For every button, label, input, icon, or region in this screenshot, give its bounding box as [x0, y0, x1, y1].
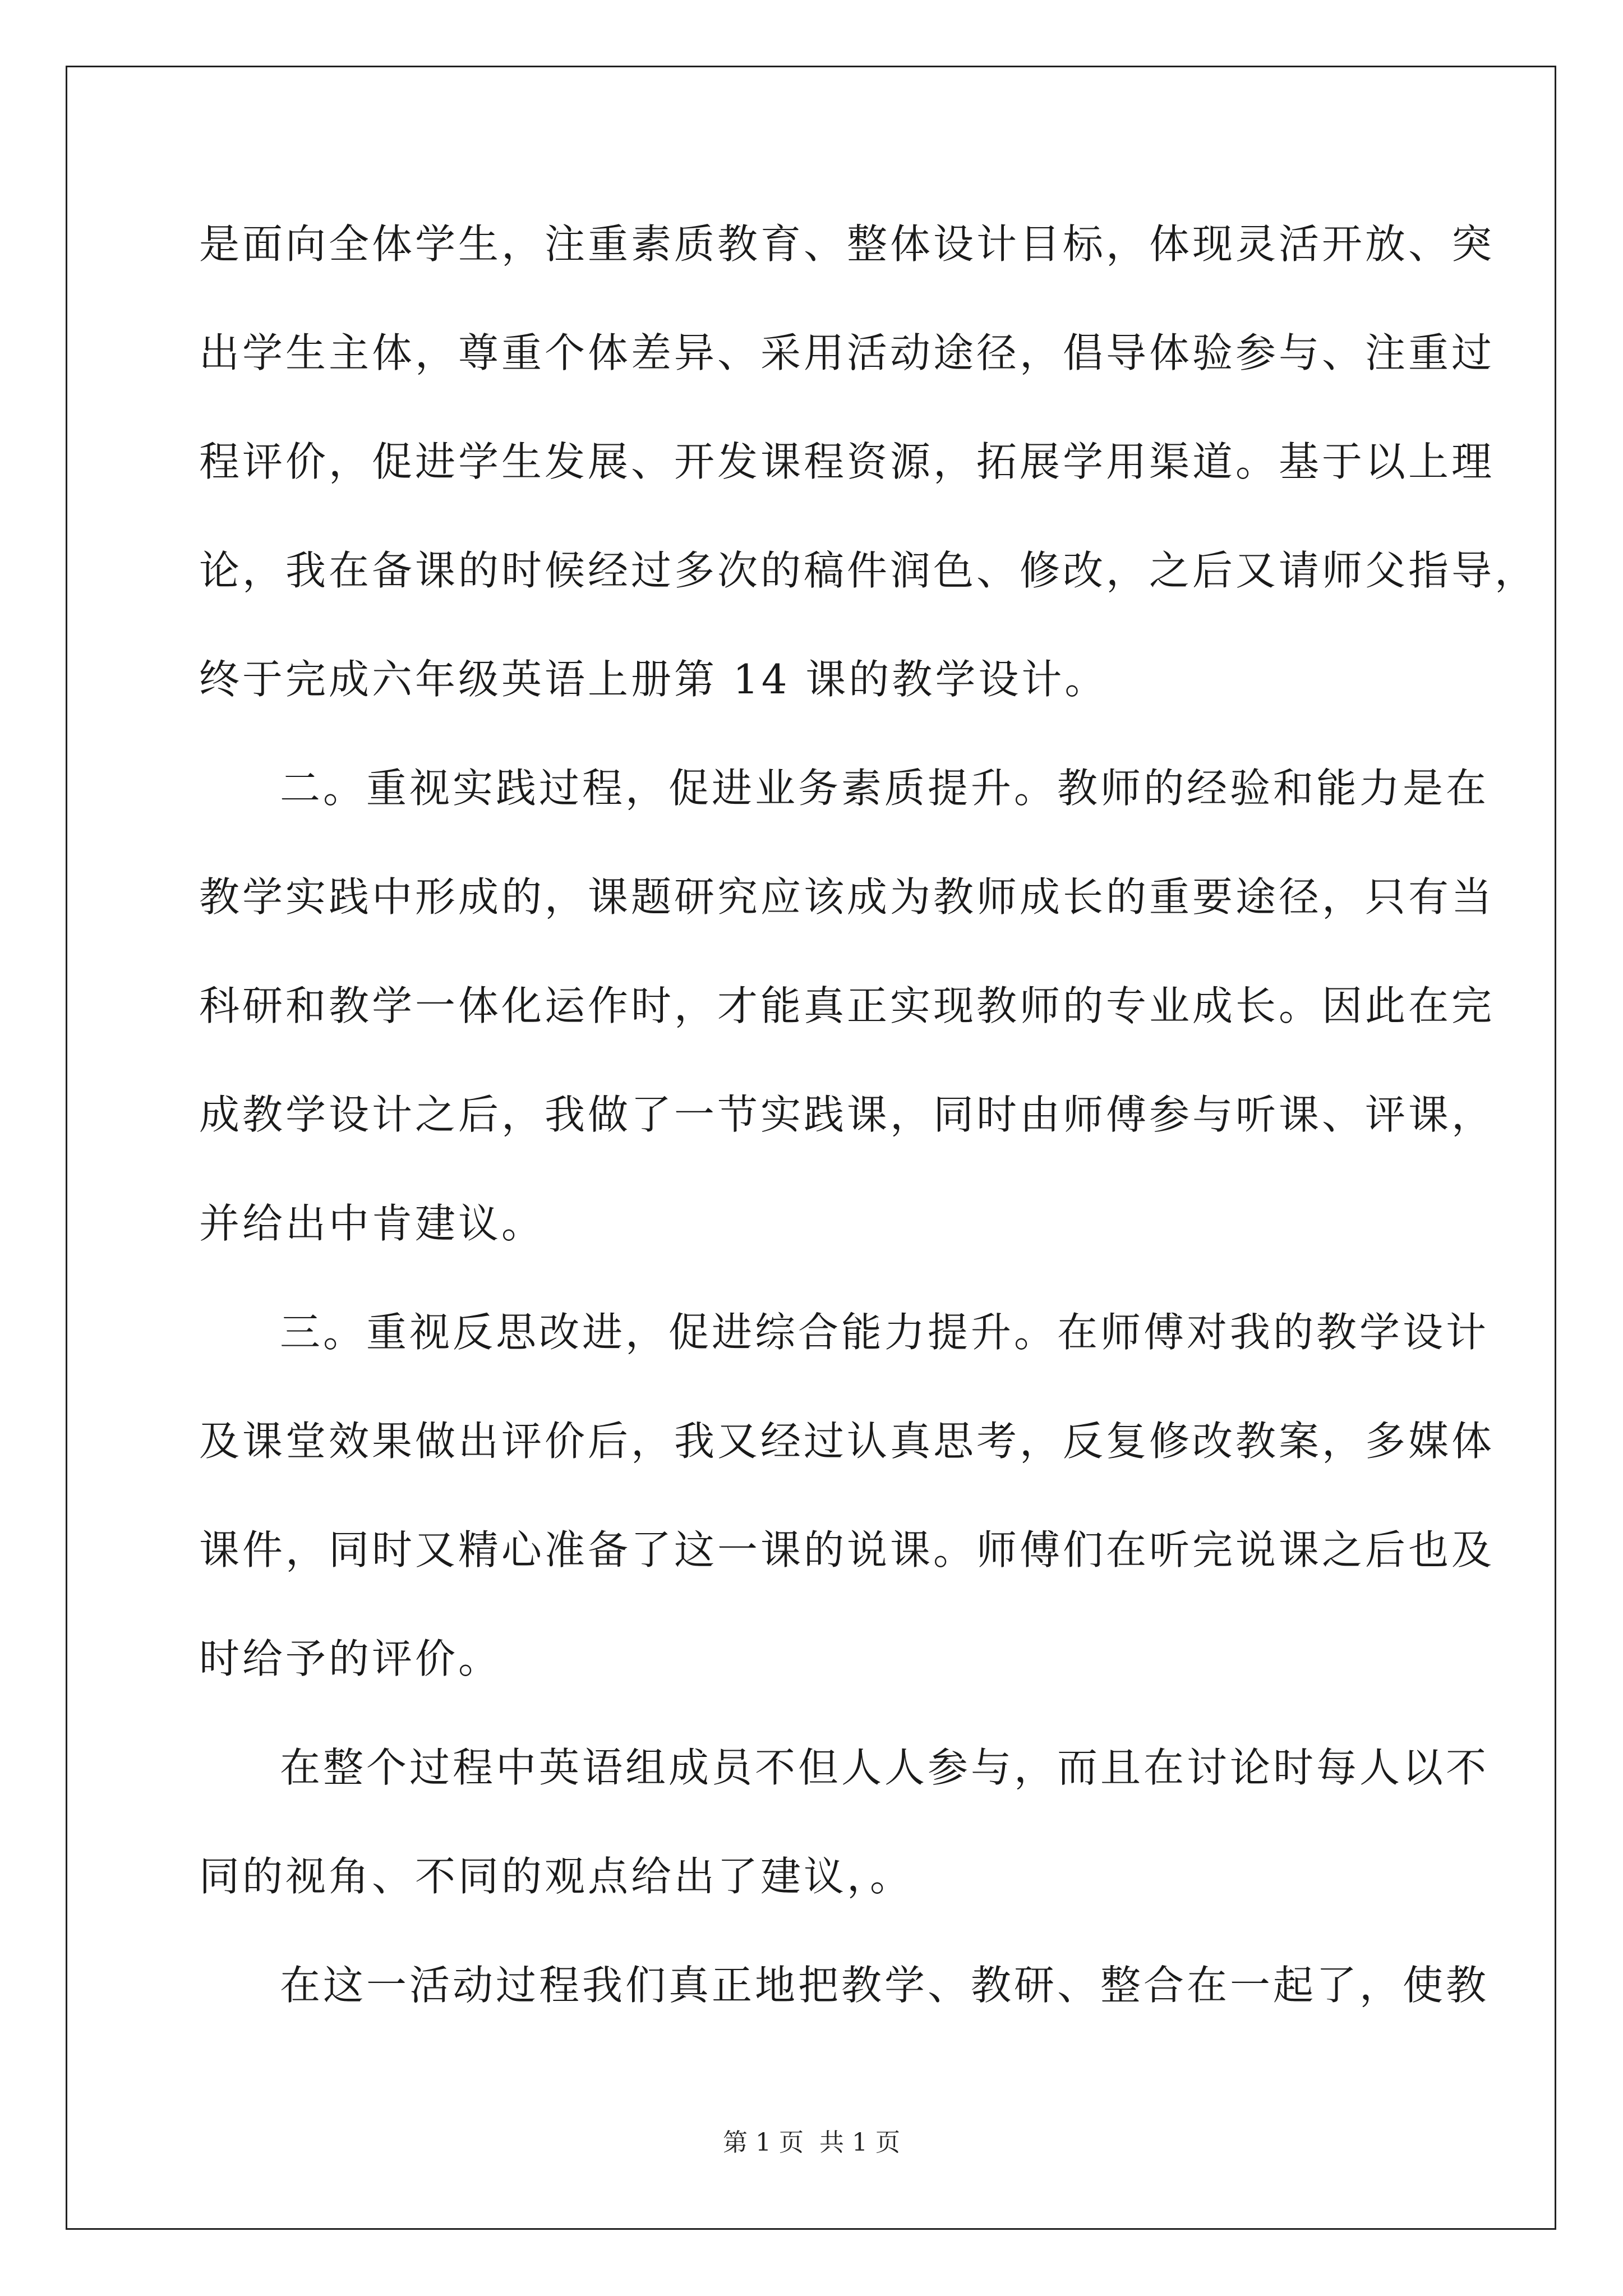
text-line: 科研和教学一体化运作时，才能真正实现教师的专业成长。因此在完 [199, 982, 1495, 1029]
text-line: 是面向全体学生，注重素质教育、整体设计目标，体现灵活开放、突 [199, 220, 1495, 268]
text-line: 成教学设计之后，我做了一节实践课，同时由师傅参与听课、评课， [199, 1091, 1495, 1138]
text-line: 程评价，促进学生发展、开发课程资源，拓展学用渠道。基于以上理 [199, 438, 1495, 485]
text-line: 在这一活动过程我们真正地把教学、教研、整合在一起了，使教 [280, 1962, 1490, 2009]
text-line: 出学生主体，尊重个体差异、采用活动途径，倡导体验参与、注重过 [199, 329, 1495, 376]
text-line: 课件，同时又精心准备了这一课的说课。师傅们在听完说课之后也及 [199, 1526, 1495, 1573]
page-footer [0, 2126, 1623, 2160]
text-line: 教学实践中形成的，课题研究应该成为教师成长的重要途径，只有当 [199, 873, 1495, 921]
text-line: 三。重视反思改进，促进综合能力提升。在师傅对我的教学设计 [280, 1309, 1490, 1356]
text-line: 同的视角、不同的观点给出了建议，。 [199, 1853, 914, 1900]
text-line: 并给出中肯建议。 [199, 1200, 545, 1247]
page-border [66, 66, 1556, 2230]
text-line: 及课堂效果做出评价后，我又经过认真思考，反复修改教案，多媒体 [199, 1418, 1495, 1465]
text-line: 终于完成六年级英语上册第 14 课的教学设计。 [199, 656, 1108, 703]
page-total: 共 1 页 [819, 2128, 900, 2157]
text-line: 二。重视实践过程，促进业务素质提升。教师的经验和能力是在 [280, 765, 1490, 812]
text-line: 时给予的评价。 [199, 1635, 502, 1682]
page-number: 第 1 页 [723, 2128, 804, 2157]
text-line: 在整个过程中英语组成员不但人人参与，而且在讨论时每人以不 [280, 1744, 1490, 1791]
text-line: 论，我在备课的时候经过多次的稿件润色、修改，之后又请师父指导， [199, 547, 1538, 594]
